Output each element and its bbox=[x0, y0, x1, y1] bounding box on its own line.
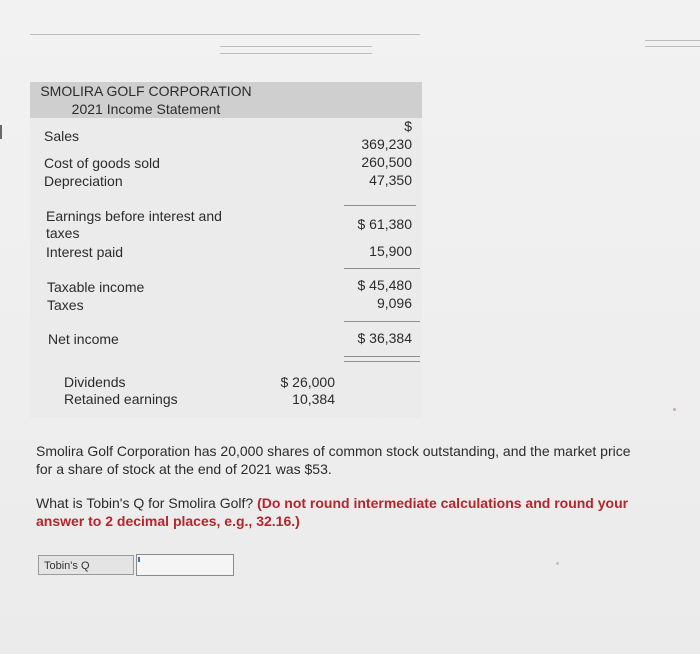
taxable-income-value: $ 45,480 bbox=[357, 277, 412, 293]
top-divider-5 bbox=[645, 46, 700, 47]
net-income-double-rule-2 bbox=[344, 361, 420, 362]
question-prompt-text: What is Tobin's Q for Smolira Golf? bbox=[36, 495, 254, 511]
net-income-double-rule-1 bbox=[344, 356, 420, 357]
retained-earnings-label: Retained earnings bbox=[64, 391, 178, 407]
taxable-income-rule bbox=[344, 268, 420, 269]
stray-mark-2 bbox=[556, 562, 559, 565]
dividends-value: $ 26,000 bbox=[280, 374, 335, 390]
taxes-label: Taxes bbox=[47, 297, 84, 313]
net-income-label: Net income bbox=[48, 331, 119, 347]
interest-label: Interest paid bbox=[46, 244, 124, 260]
top-divider-1 bbox=[30, 34, 420, 35]
top-divider-2 bbox=[220, 46, 372, 47]
input-focus-marker bbox=[138, 557, 140, 562]
top-divider-3 bbox=[220, 53, 372, 54]
interest-value: 15,900 bbox=[369, 243, 412, 259]
net-income-value: $ 36,384 bbox=[357, 330, 412, 346]
cogs-value: 260,500 bbox=[361, 154, 412, 170]
rounding-hint: (Do not round intermediate calculations and round your answer to 2 decimal places, e.g., 32.16.) bbox=[36, 495, 629, 529]
company-name: SMOLIRA GOLF CORPORATION bbox=[40, 83, 252, 99]
depreciation-label: Depreciation bbox=[44, 173, 123, 189]
currency-header: $ bbox=[404, 118, 412, 134]
ebit-label: Earnings before interest and taxes bbox=[46, 208, 222, 241]
retained-earnings-value: 10,384 bbox=[292, 391, 335, 407]
stray-mark-1 bbox=[673, 408, 676, 411]
top-divider-4 bbox=[645, 40, 700, 41]
taxable-income-label: Taxable income bbox=[47, 279, 145, 295]
taxes-value: 9,096 bbox=[376, 295, 412, 311]
sales-value: 369,230 bbox=[361, 136, 412, 152]
left-edge-marker bbox=[0, 125, 2, 139]
tobins-q-label: Tobin's Q bbox=[38, 555, 134, 575]
depreciation-value: 47,350 bbox=[369, 172, 412, 188]
dividends-label: Dividends bbox=[64, 374, 126, 390]
net-income-rule bbox=[344, 321, 420, 322]
ebit-value: $ 61,380 bbox=[357, 216, 412, 232]
statement-title: 2021 Income Statement bbox=[71, 101, 221, 117]
tobins-q-input[interactable] bbox=[136, 554, 234, 576]
ebit-rule bbox=[344, 205, 416, 206]
sales-label: Sales bbox=[44, 128, 80, 144]
cogs-label: Cost of goods sold bbox=[44, 155, 160, 171]
question-prompt bbox=[36, 494, 646, 530]
question-context: Smolira Golf Corporation has 20,000 shares of common stock outstanding, and the market price for a share of stock at the end of 2021 was $53. bbox=[36, 443, 631, 477]
